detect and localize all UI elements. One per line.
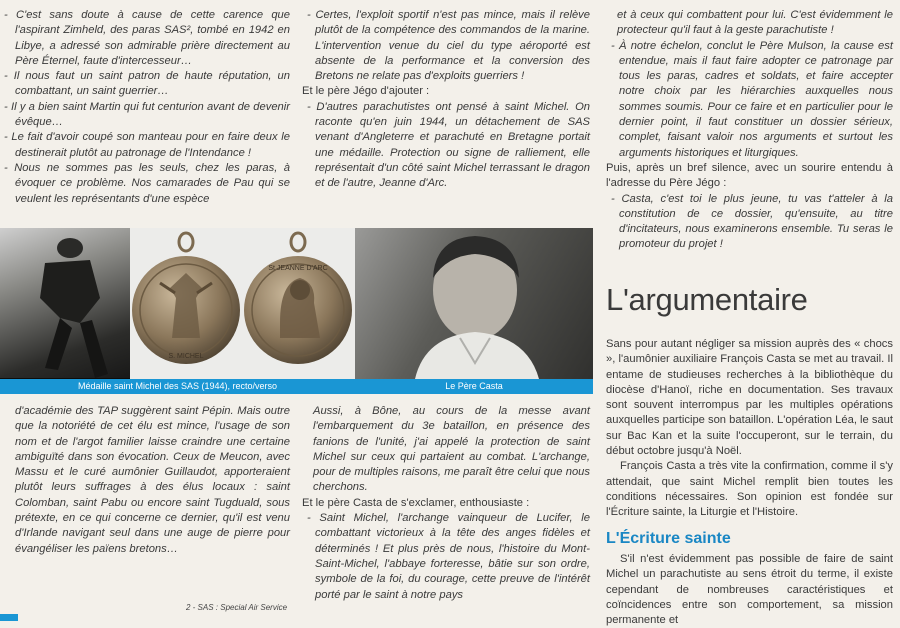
column-3-top [606,8,893,253]
subsection-heading: L'Écriture sainte [606,530,731,547]
column-1-bottom [4,404,290,557]
photo-strip [0,228,593,394]
paragraph: - Il nous faut un saint patron de haute réputation, un combattant, un saint guerrier… [4,69,290,100]
column-2-top [302,8,590,192]
casta-caption: Le Père Casta [355,379,593,394]
portrait-illustration [355,228,593,379]
medals-illustration [130,228,355,379]
section-heading: L'argumentaire [606,282,808,317]
medal-right-inscription: St JEANNE D'ARC [268,265,328,272]
paragraph: Et le père Casta de s'exclamer, enthousiaste : [302,496,530,509]
quote: - Casta, c'est toi le plus jeune, tu vas t'atteler à la constitution de ce dossier, qu'ensuite, au titre d'incitateurs, nous examinerons ensemble. Tu seras le promoteur du projet ! [606,192,893,253]
footnote: 2 - SAS : Special Air Service [186,603,288,612]
casta-portrait [355,228,593,394]
paragraph: Puis, après un bref silence, avec un sourire entendu à l'adresse du Père Jégo : [606,161,893,190]
quote: - D'autres parachutistes ont pensé à saint Michel. On raconte qu'en juin 1944, un détachement de SAS venant d'Angleterre et parachuté en Bretagne portait une médaille. Protection ou signe de ralliement, elle représentait d'un côté saint Michel terrassant le dragon et de l'autre, Jeanne d'Arc. [302,100,590,192]
paragraph: - Le fait d'avoir coupé son manteau pour en faire deux le destinerait plutôt au patronage de l'Intendance ! [4,130,290,161]
paragraph: - C'est sans doute à cause de cette carence que l'aspirant Zimheld, des paras SAS², tombé en 1942 en Libye, a adressé son admirable prière directement au Père Éternel, faute d'intercesseur… [4,8,290,69]
column-2-bottom [302,404,590,603]
medal-caption: Médaille saint Michel des SAS (1944), recto/verso [0,379,355,394]
paratrooper-photo [0,228,130,394]
paragraph: François Casta a très vite la confirmation, comme il s'y attendait, que saint Michel remplit bien toutes les conditions nécessaires. Son opinion est fondée sur l'Écriture sainte, la Liturgie et l'Histoire. [606,460,893,519]
paragraph: - Il y a bien saint Martin qui fut centurion avant de devenir évêque… [4,100,290,131]
paragraph: S'il n'est évidemment pas possible de faire de saint Michel un parachutiste au sens étroit du terme, il existe cependant de nombreuses caractéristiques et coïncidences entre son comportement, sa mission permanente et [606,553,893,627]
quote: - Saint Michel, l'archange vainqueur de Lucifer, le combattant victorieux à la tête des anges fidèles et déterminés ! Et plus près de nous, l'histoire du Mont-Saint-Michel, l'abbaye forteresse, bâtie sur son ordre, symbole de la foi, du courage, cette preuve de l'intérêt porté par le saint à notre pays [302,511,590,603]
medals-photo [77,228,355,394]
quote: - À notre échelon, conclut le Père Mulson, la cause est entendue, mais il faut faire adopter ce patronage par tous les paras, cadres et soldats, et faire accepter notre choix par les hiérarchies auxquelles nous sommes soumis. Pour ce faire et en particulier pour le dernier point, il faut constituer un dossier sérieux, complet, faisant valoir nos arguments et surtout les arguments historiques et liturgiques. [606,39,893,161]
paragraph: Sans pour autant négliger sa mission auprès des « chocs », l'aumônier auxiliaire François Casta se met au travail. Il entame de studieuses recherches à la bibliothèque du diocèse d'Hanoï, riche en documentation. Ses travaux sont souvent interrompus par les multiples opérations auxquelles participe son bataillon. L'opération Léa, le saut sur Bac Kan et la suite l'occuperont, sur le terrain, du début octobre jusqu'à Noël. [606,338,893,458]
paragraph: - Nous ne sommes pas les seuls, chez les paras, à évoquer ce problème. Nos camarades de Pau qui se veulent les représentants d'une espèce [4,161,290,207]
paragraph: d'académie des TAP suggèrent saint Pépin. Mais outre que la notoriété de cet élu est mince, l'usage de son nom et de l'argot familier laisse craindre une certaine ambiguïté dans son évocation. Ceux de Meucon, avec Massu et le curé aumônier Guillaudot, apporteraient plutôt leurs suffrages à des élus locaux : saint Colomban, saint Pabu ou encore saint Tugduald, sous prétexte, en ce qui concerne ce dernier, qu'il est venu d'Irlande navigant seul dans une auge de pierre pour évangéliser les païens bretons… [15,405,290,555]
column-3-bottom [606,337,893,521]
quote: - Certes, l'exploit sportif n'est pas mince, mais il relève plutôt de la compétence des commandos de la marine. L'intervention venue du ciel du type aéroporté est absente de la performance et la conversion des Bretons ne relate pas d'exploits guerriers ! [302,8,590,84]
column-1-top [4,8,290,207]
quote: et à ceux qui combattent pour lui. C'est évidemment le protecteur qu'il faut à la geste parachutiste ! [617,9,893,37]
page-accent-bar [0,614,18,621]
quote: Aussi, à Bône, au cours de la messe avant l'embarquement du 3e bataillon, en présence des fanions de l'unité, j'ai appelé la protection de saint Michel sur ceux qui partaient au combat. L'archange, pour de multiples raisons, me paraît être celui que nous cherchons. [313,405,590,494]
column-3-last [606,552,893,628]
paragraph: Et le père Jégo d'ajouter : [302,85,430,98]
paratrooper-illustration [0,228,130,394]
medal-left-inscription: S. MICHEL [168,353,204,360]
